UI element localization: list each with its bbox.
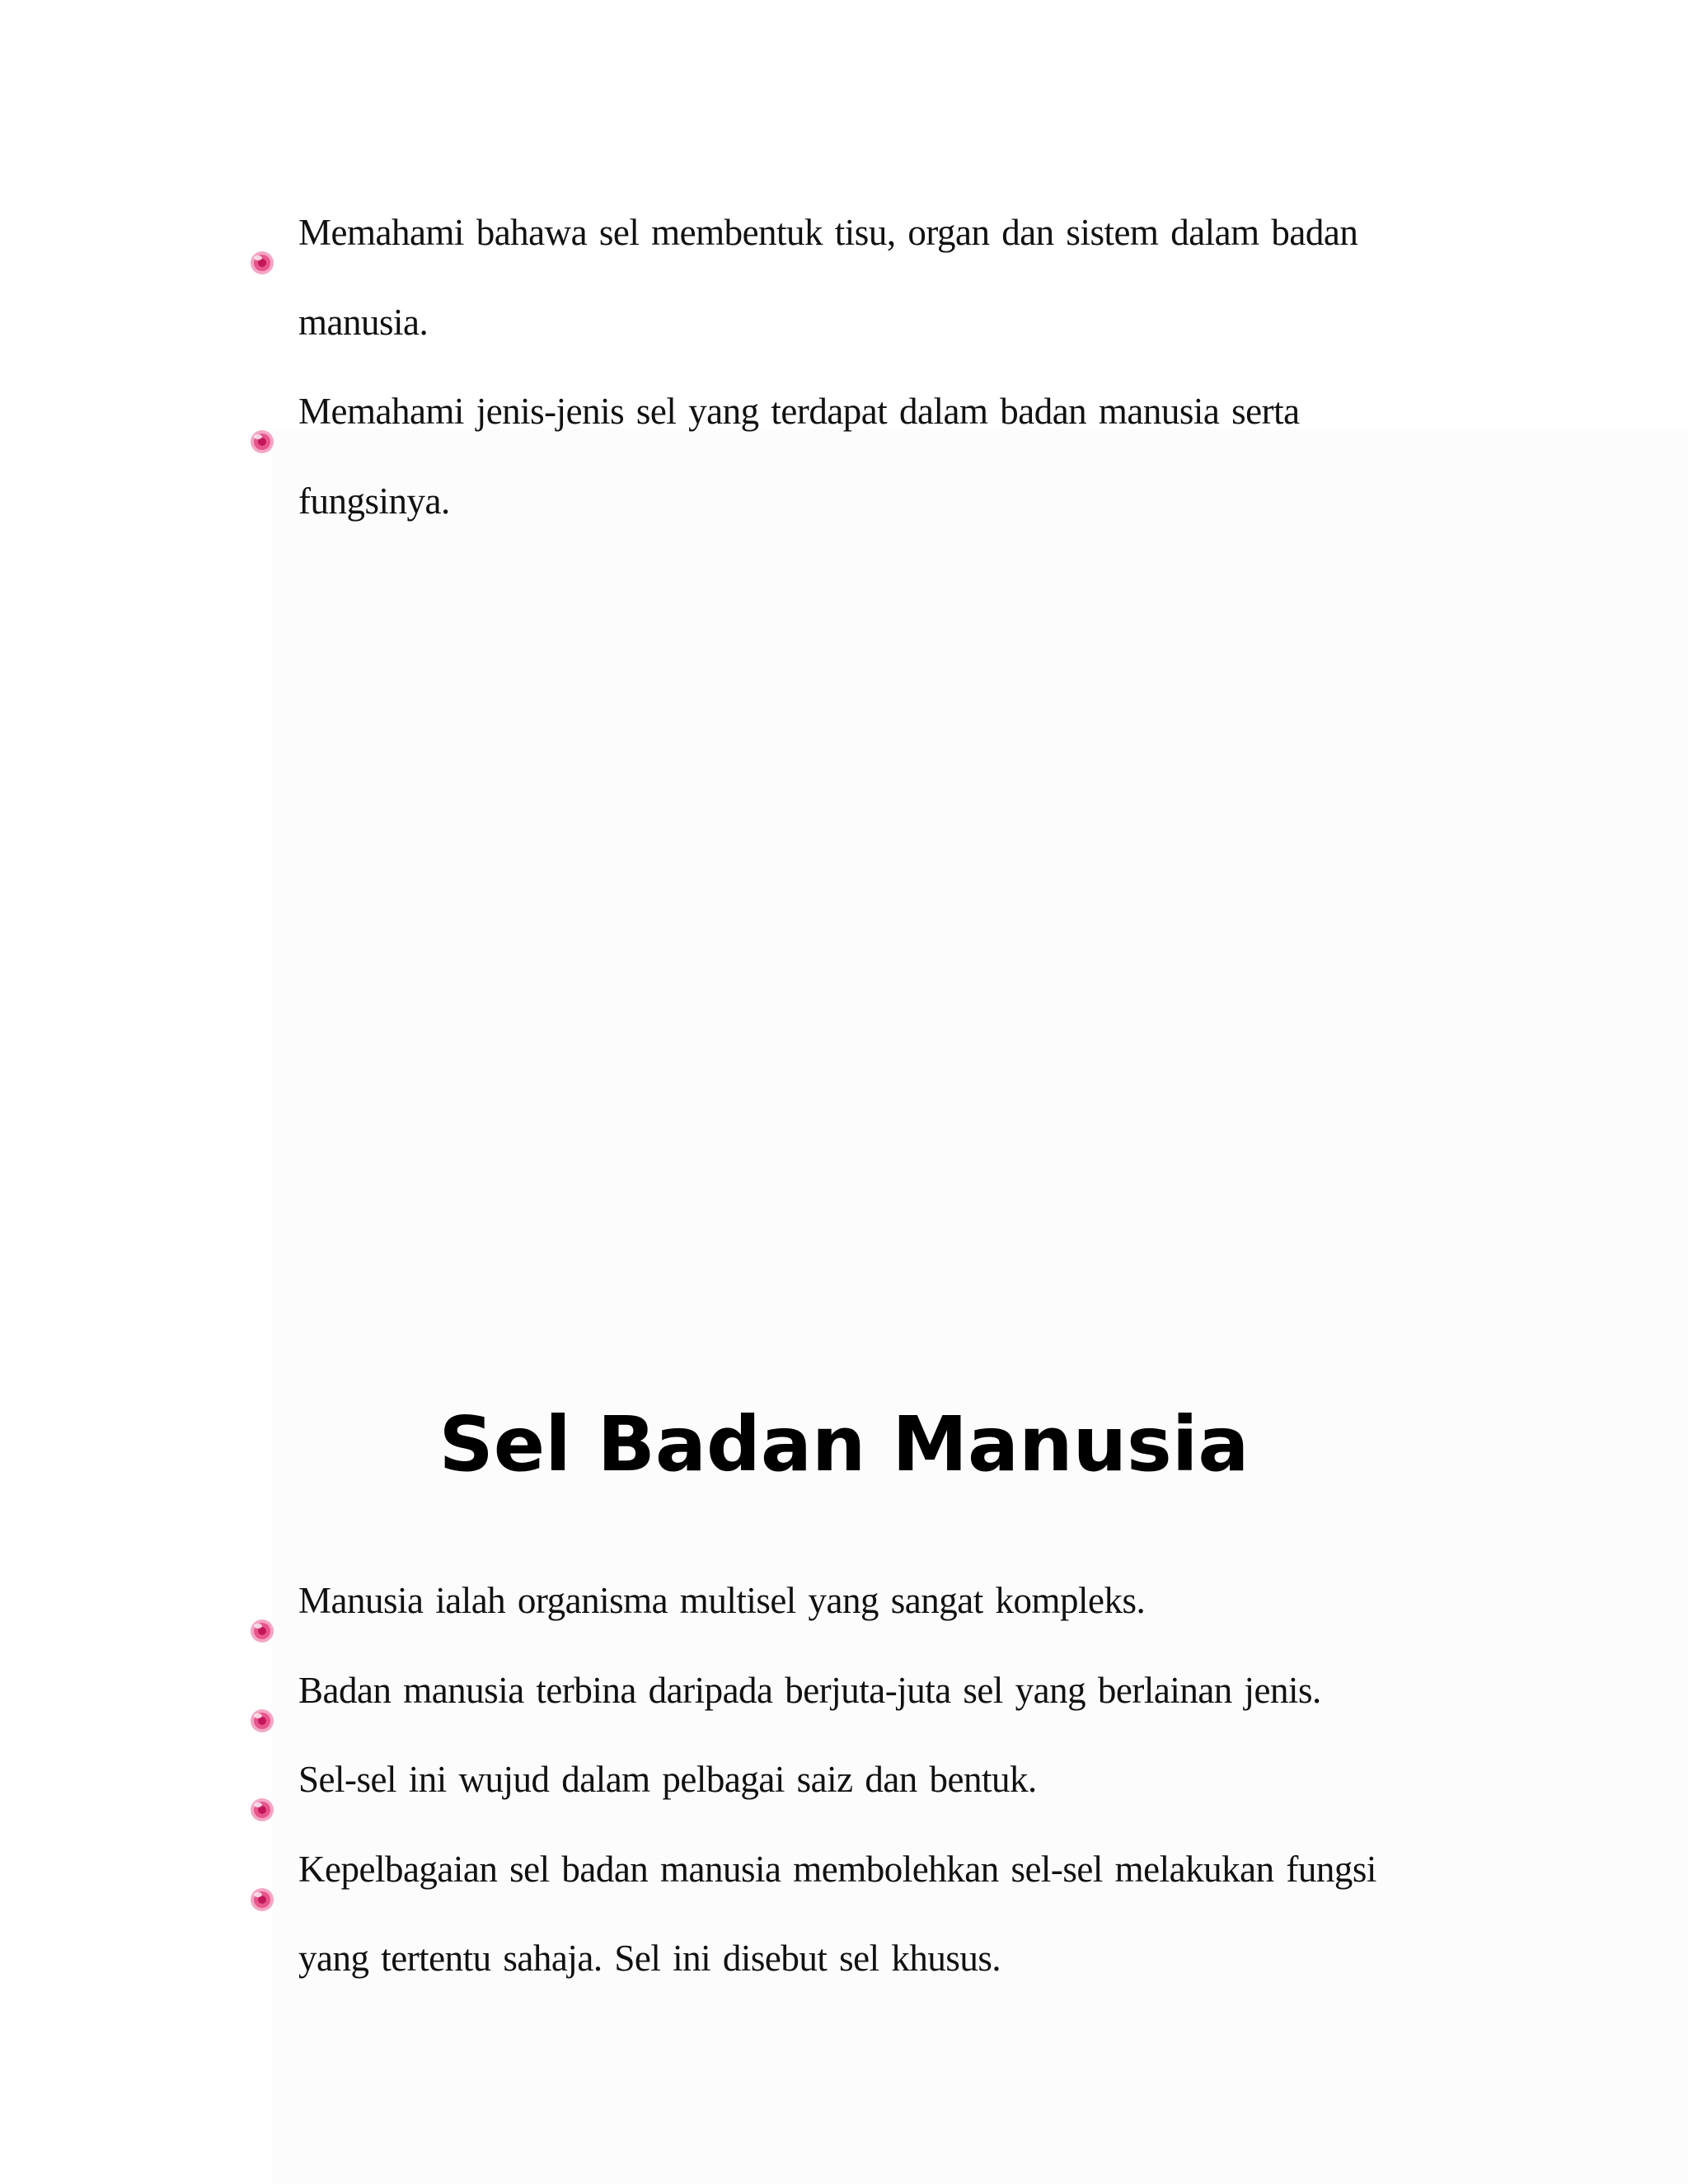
pink-flower-bullet-icon <box>249 1677 275 1704</box>
objectives-list <box>247 188 1451 546</box>
pink-flower-bullet-icon <box>249 398 275 424</box>
list-item <box>247 1556 1451 1646</box>
list-item <box>247 1825 1451 2004</box>
pink-flower-bullet-icon <box>249 1856 275 1882</box>
list-item-text: Manusia ialah organisma multisel yang sangat kompleks. <box>298 1580 1146 1621</box>
list-item-text: Memahami bahawa sel membentuk tisu, organ dan sistem dalam badan manusia. <box>298 212 1358 343</box>
list-item <box>247 188 1451 367</box>
list-item-text: Kepelbagaian sel badan manusia membolehkan sel-sel melakukan fungsi yang tertentu sahaja. Sel ini disebut sel khusus. <box>298 1848 1376 1979</box>
section-title: Sel Badan Manusia <box>438 1400 1250 1488</box>
list-item-text: Memahami jenis-jenis sel yang terdapat dalam badan manusia serta fungsinya. <box>298 391 1300 522</box>
list-item <box>247 367 1451 546</box>
pink-flower-bullet-icon <box>249 1766 275 1793</box>
list-item <box>247 1646 1451 1736</box>
list-item-text: Badan manusia terbina daripada berjuta-juta sel yang berlainan jenis. <box>298 1669 1321 1711</box>
pink-flower-bullet-icon <box>249 1587 275 1614</box>
list-item <box>247 1735 1451 1825</box>
pink-flower-bullet-icon <box>249 219 275 246</box>
list-item-text: Sel-sel ini wujud dalam pelbagai saiz dan bentuk. <box>298 1759 1037 1800</box>
cell-facts-list <box>247 1556 1451 2004</box>
